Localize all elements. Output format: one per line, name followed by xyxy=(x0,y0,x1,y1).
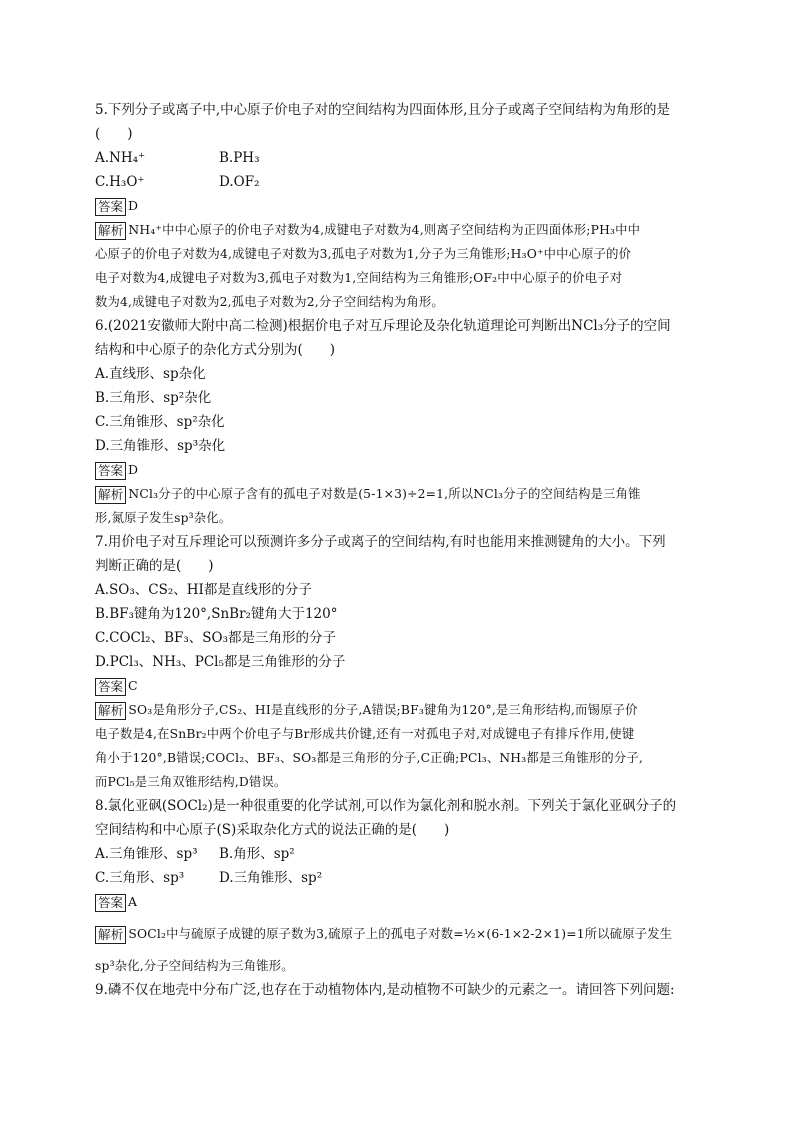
answer-tag: 答案 xyxy=(95,678,126,696)
answer-tag: 答案 xyxy=(95,894,126,912)
answer-tag: 答案 xyxy=(95,462,126,480)
q6-exp-line2: 形,氮原子发生sp³杂化。 xyxy=(95,511,232,525)
q8-explanation xyxy=(95,922,705,978)
q9-stem-line1: 9.磷不仅在地壳中分布广泛,也存在于动植物体内,是动植物不可缺少的元素之一。请回答下列问题: xyxy=(95,982,675,998)
q8-option-b: B.角形、sp² xyxy=(219,846,295,862)
q5-stem-line2: ( ) xyxy=(95,126,133,142)
q7-exp-line1: SO₃是角形分子,CS₂、HI是直线形的分子,A错误;BF₃键角为120°,是三角形结构,而锡原子价 xyxy=(128,703,638,717)
q6-option-a: A.直线形、sp杂化 xyxy=(95,366,206,382)
answer-tag: 答案 xyxy=(95,198,126,216)
q5-answer-value: D xyxy=(128,198,139,213)
q7-option-d: D.PCl₃、NH₃、PCl₅都是三角锥形的分子 xyxy=(95,654,346,670)
q5-exp-line3: 电子对数为4,成键电子对数为3,孤电子对数为1,空间结构为三角锥形;OF₂中中心原子的价电子对 xyxy=(95,271,623,285)
q7-stem-line2: 判断正确的是( ) xyxy=(95,558,214,574)
q6-option-b: B.三角形、sp²杂化 xyxy=(95,390,212,406)
q8-answer xyxy=(95,890,705,914)
q5-option-c: C.H₃O⁺ xyxy=(95,174,145,190)
q6-explanation xyxy=(95,482,705,530)
q8-option-d: D.三角锥形、sp² xyxy=(219,870,323,886)
q7-option-a: A.SO₃、CS₂、HI都是直线形的分子 xyxy=(95,582,312,598)
q6-stem-line2: 结构和中心原子的杂化方式分别为( ) xyxy=(95,342,336,358)
q6-stem-line1: 6.(2021安徽师大附中高二检测)根据价电子对互斥理论及杂化轨道理论可判断出NCl₃分子的空间 xyxy=(95,318,671,334)
q8-stem-line2: 空间结构和中心原子(S)采取杂化方式的说法正确的是( ) xyxy=(95,822,450,838)
q5-exp-line2: 心原子的价电子对数为4,成键电子对数为3,孤电子对数为1,分子为三角锥形;H₃O⁺中中心原子的价 xyxy=(95,247,632,261)
q5-exp-line4: 数为4,成键电子对数为2,孤电子对数为2,分子空间结构为角形。 xyxy=(95,295,444,309)
q5-stem-line1: 5.下列分子或离子中,中心原子价电子对的空间结构为四面体形,且分子或离子空间结构为角形的是 xyxy=(95,102,670,118)
q8-options-row1 xyxy=(95,842,705,866)
q8-exp-line2: sp³杂化,分子空间结构为三角锥形。 xyxy=(95,959,294,973)
q7-exp-line4: 而PCl₅是三角双锥形结构,D错误。 xyxy=(95,775,287,789)
q6-exp-line1: NCl₃分子的中心原子含有的孤电子对数是(5-1×3)÷2=1,所以NCl₃分子的空间结构是三角锥 xyxy=(128,487,641,501)
q6-option-d: D.三角锥形、sp³杂化 xyxy=(95,438,226,454)
q5-exp-line1: NH₄⁺中中心原子的价电子对数为4,成键电子对数为4,则离子空间结构为正四面体形;PH₃中中 xyxy=(128,223,641,237)
q5-option-d: D.OF₂ xyxy=(219,174,260,190)
q6-answer-value: D xyxy=(128,462,139,477)
explanation-tag: 解析 xyxy=(95,486,126,504)
q5-answer xyxy=(95,194,705,218)
q8-options-row2 xyxy=(95,866,705,890)
q5-option-b: B.PH₃ xyxy=(219,150,260,166)
explanation-tag: 解析 xyxy=(95,702,126,720)
q5-options-row1 xyxy=(95,146,705,170)
q6-option-c: C.三角锥形、sp²杂化 xyxy=(95,414,225,430)
q8-stem-line1: 8.氯化亚砜(SOCl₂)是一种很重要的化学试剂,可以作为氯化剂和脱水剂。下列关于氯化亚砜分子的 xyxy=(95,798,677,814)
questions-block xyxy=(95,98,705,1002)
q7-exp-line3: 角小于120°,B错误;COCl₂、BF₃、SO₃都是三角形的分子,C正确;PCl₃、NH₃都是三角锥形的分子, xyxy=(95,751,643,765)
q7-answer xyxy=(95,674,705,698)
explanation-tag: 解析 xyxy=(95,926,126,944)
q8-exp-line1: SOCl₂中与硫原子成键的原子数为3,硫原子上的孤电子对数=½×(6-1×2-2×1)=1所以硫原子发生 xyxy=(128,927,673,941)
q8-answer-value: A xyxy=(128,894,138,909)
q6-answer xyxy=(95,458,705,482)
q7-exp-line2: 电子数是4,在SnBr₂中两个价电子与Br形成共价键,还有一对孤电子对,对成键电子有排斥作用,使键 xyxy=(95,727,635,741)
q7-explanation xyxy=(95,698,705,794)
q7-option-c: C.COCl₂、BF₃、SO₃都是三角形的分子 xyxy=(95,630,337,646)
explanation-tag: 解析 xyxy=(95,222,126,240)
q5-explanation xyxy=(95,218,705,314)
q7-answer-value: C xyxy=(128,678,138,693)
q5-option-a: A.NH₄⁺ xyxy=(95,150,146,166)
q8-option-a: A.三角锥形、sp³ xyxy=(95,846,198,862)
q7-stem-line1: 7.用价电子对互斥理论可以预测许多分子或离子的空间结构,有时也能用来推测键角的大小。下列 xyxy=(95,534,666,550)
q8-option-c: C.三角形、sp³ xyxy=(95,870,185,886)
q5-options-row2 xyxy=(95,170,705,194)
q7-option-b: B.BF₃键角为120°,SnBr₂键角大于120° xyxy=(95,606,338,622)
